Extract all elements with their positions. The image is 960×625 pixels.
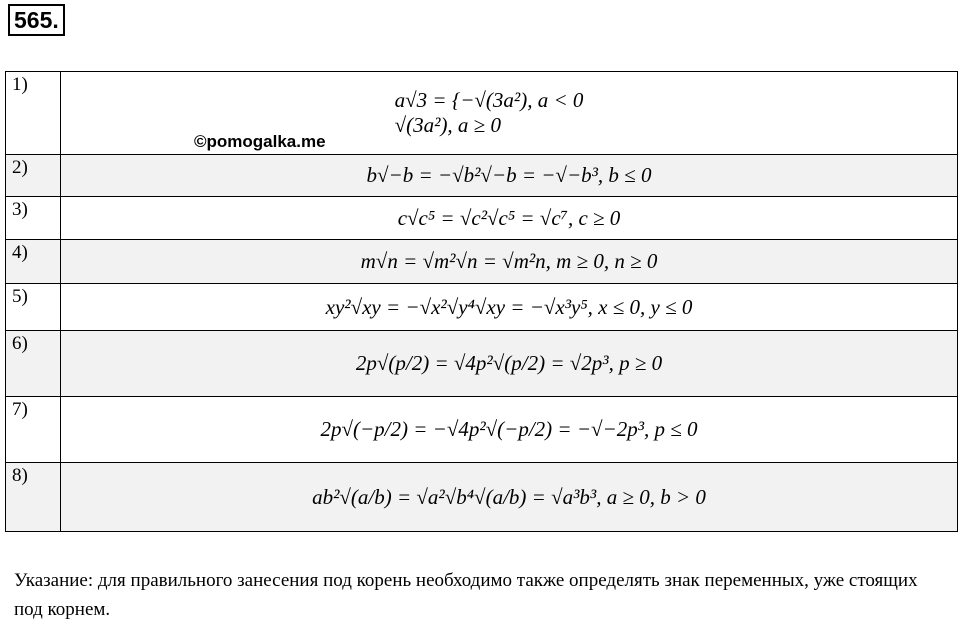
row-equation bbox=[61, 72, 958, 155]
row-equation: xy²√xy = −√x²√y⁴√xy = −√x³y⁵, x ≤ 0, y ≤ 0 bbox=[61, 284, 958, 331]
equation-line: a√3 = {−√(3a²), a < 0 bbox=[394, 88, 584, 112]
row-equation: 2p√(p/2) = √4p²√(p/2) = √2p³, p ≥ 0 bbox=[61, 331, 958, 397]
table-row bbox=[6, 284, 958, 331]
table-row bbox=[6, 397, 958, 463]
watermark: ©pomogalka.me bbox=[194, 132, 326, 151]
solutions-table bbox=[5, 71, 958, 532]
equation-system bbox=[395, 88, 584, 138]
table-row bbox=[6, 72, 958, 155]
row-equation: 2p√(−p/2) = −√4p²√(−p/2) = −√−2p³, p ≤ 0 bbox=[61, 397, 958, 463]
row-equation: c√c⁵ = √c²√c⁵ = √c⁷, c ≥ 0 bbox=[61, 197, 958, 240]
problem-number: 565. bbox=[8, 4, 65, 36]
row-index: 4) bbox=[6, 240, 61, 284]
row-equation: ab²√(a/b) = √a²√b⁴√(a/b) = √a³b³, a ≥ 0, b > 0 bbox=[61, 463, 958, 532]
row-index: 7) bbox=[6, 397, 61, 463]
row-index: 2) bbox=[6, 155, 61, 197]
row-index: 8) bbox=[6, 463, 61, 532]
table-row bbox=[6, 331, 958, 397]
row-index: 1) bbox=[6, 72, 61, 155]
table-row bbox=[6, 240, 958, 284]
table-row bbox=[6, 197, 958, 240]
hint-text: Указание: для правильного занесения под корень необходимо также определять знак переменных, уже стоящих под корнем. bbox=[14, 570, 918, 620]
row-index: 6) bbox=[6, 331, 61, 397]
table-row bbox=[6, 463, 958, 532]
row-equation: m√n = √m²√n = √m²n, m ≥ 0, n ≥ 0 bbox=[61, 240, 958, 284]
equation-line: √(3a²), a ≥ 0 bbox=[394, 113, 501, 137]
row-index: 5) bbox=[6, 284, 61, 331]
row-index: 3) bbox=[6, 197, 61, 240]
table-row bbox=[6, 155, 958, 197]
row-equation: b√−b = −√b²√−b = −√−b³, b ≤ 0 bbox=[61, 155, 958, 197]
